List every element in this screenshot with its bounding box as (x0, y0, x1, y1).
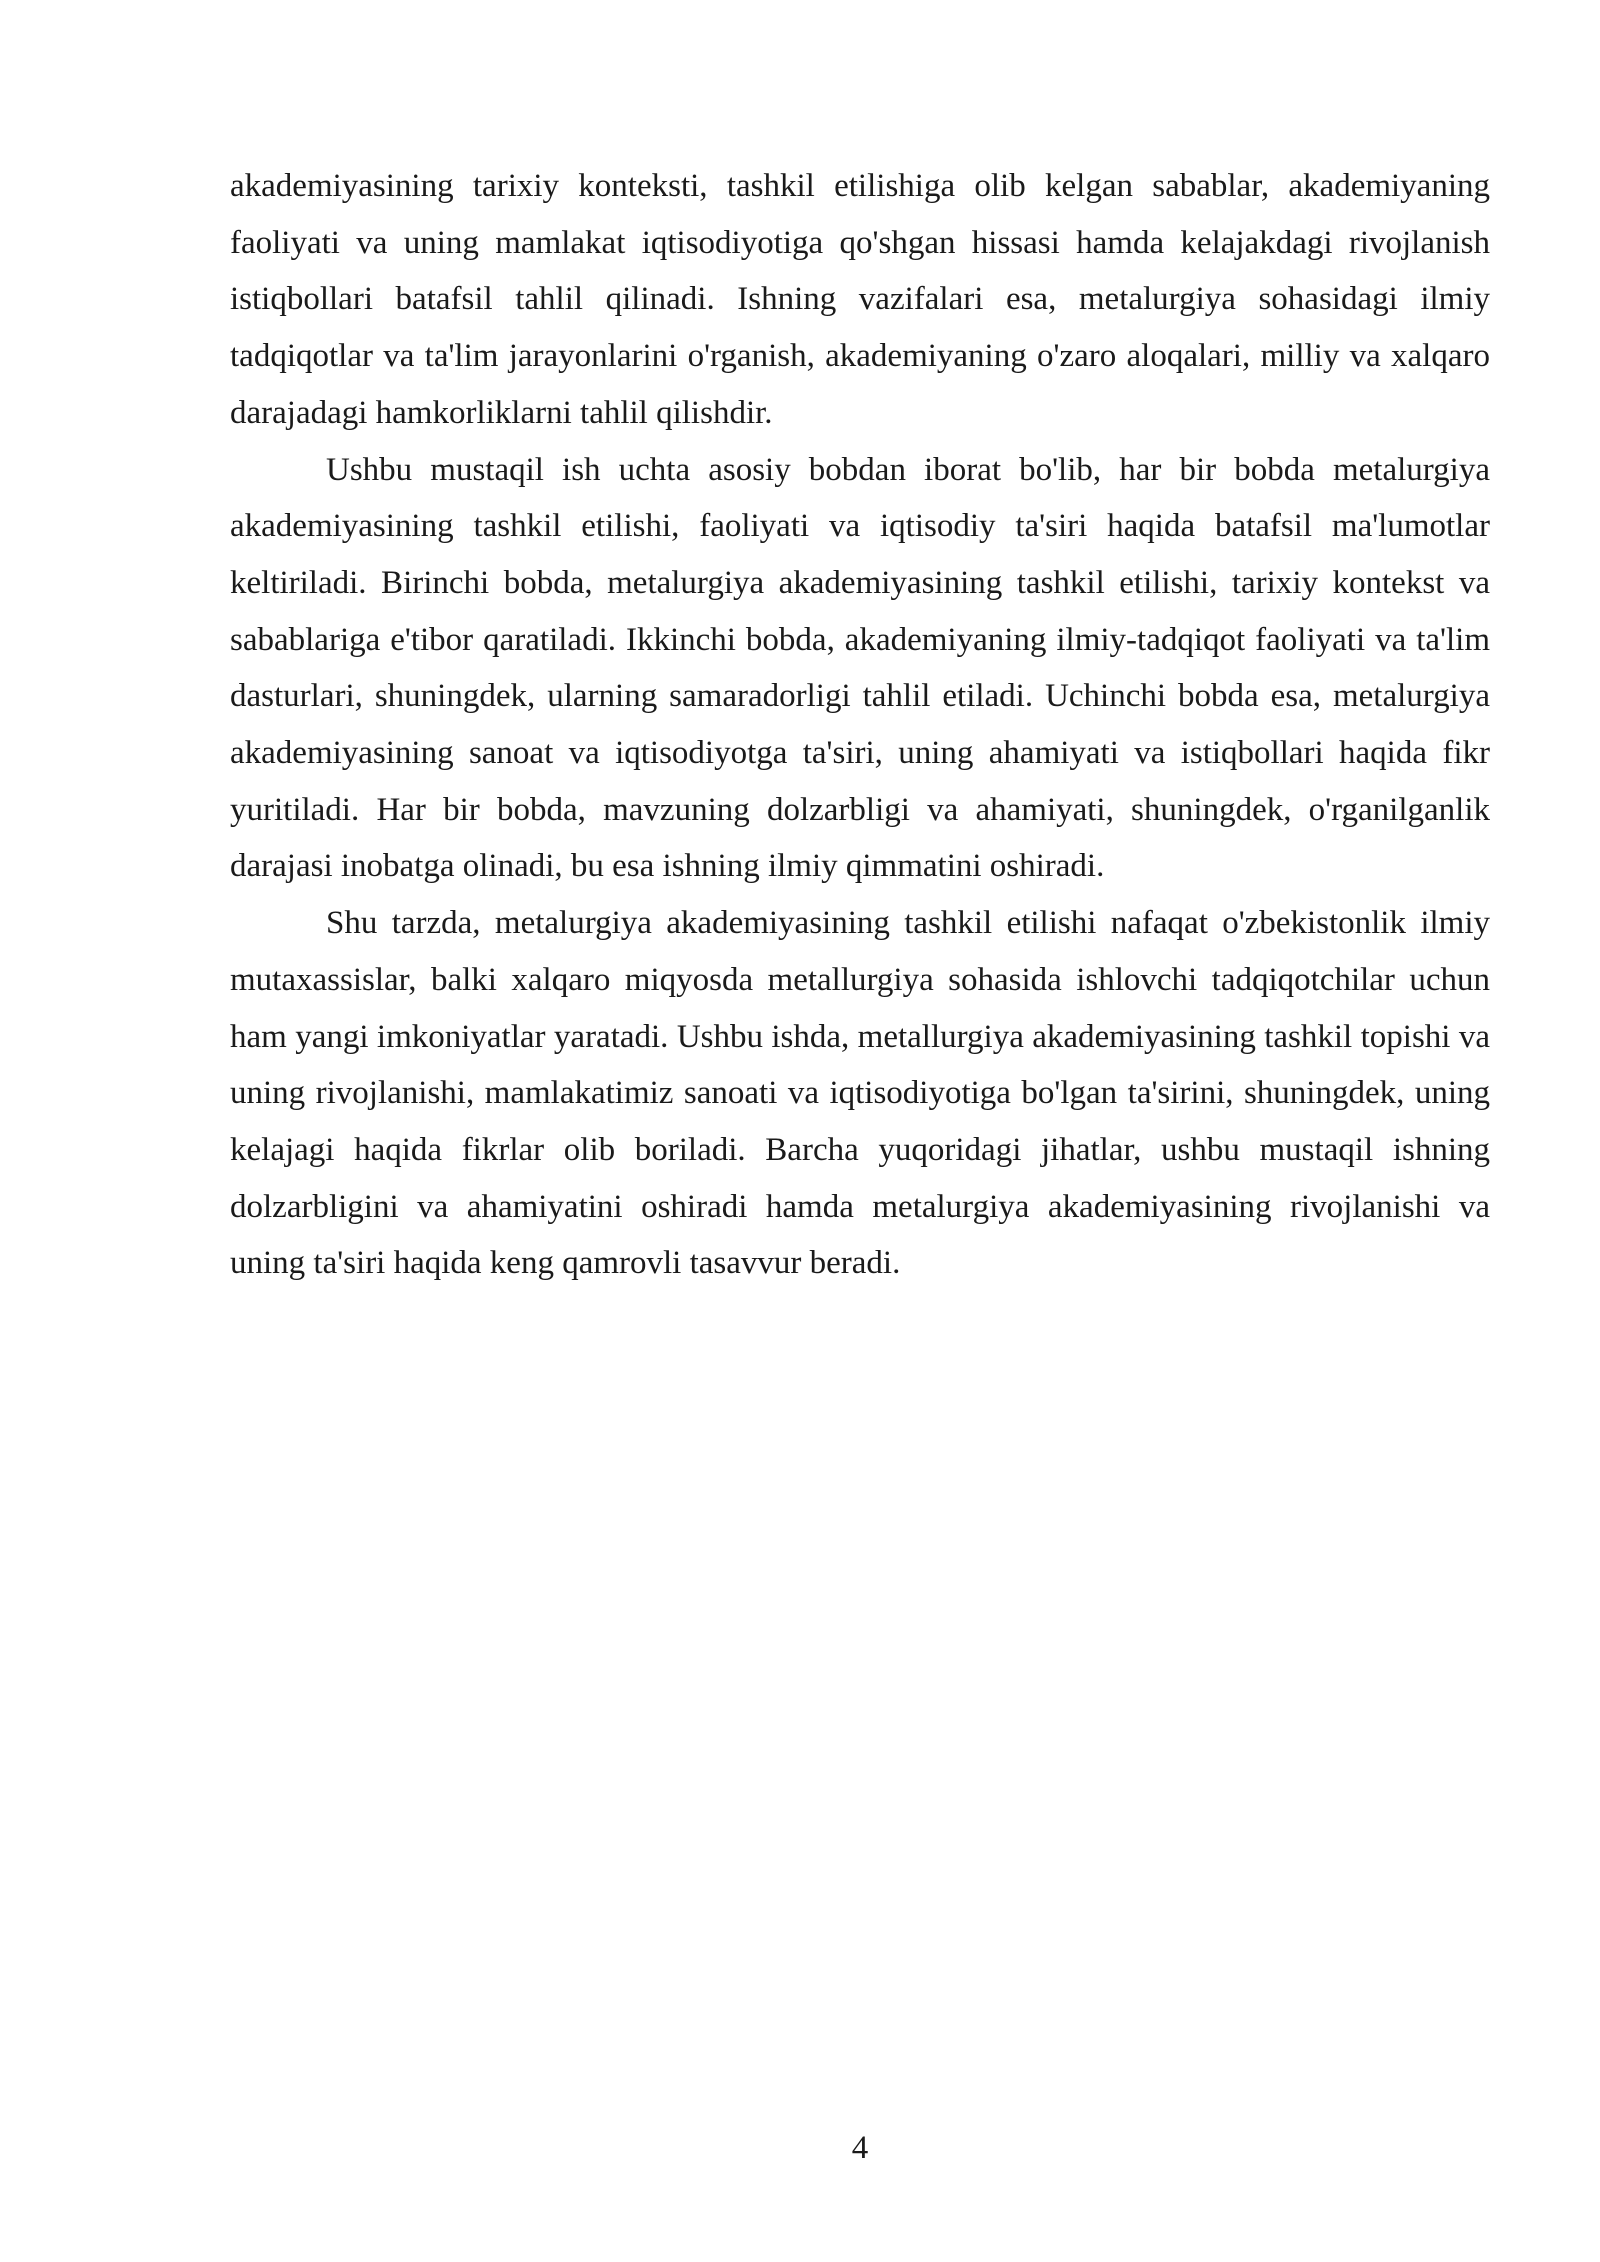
paragraph-conclusion: Shu tarzda, metalurgiya akademiyasining tashkil etilishi nafaqat o'zbekistonlik ilmiy mutaxassislar, balki xalqaro miqyosda metallurgiya sohasida ishlovchi tadqiqotchilar uchun ham yangi imkoniyatlar yaratadi. Ushbu ishda, metallurgiya akademiyasining tashkil topishi va uning rivojlanishi, mamlakatimiz sanoati va iqtisodiyotiga bo'lgan ta'sirini, shuningdek, uning kelajagi haqida fikrlar olib boriladi. Barcha yuqoridagi jihatlar, ushbu mustaqil ishning dolzarbligini va ahamiyatini oshiradi hamda metalurgiya akademiyasining rivojlanishi va uning ta'siri haqida keng qamrovli tasavvur beradi. (230, 905, 1490, 1282)
paragraph-chapters-overview: Ushbu mustaqil ish uchta asosiy bobdan iborat bo'lib, har bir bobda metalurgiya akademiyasining tashkil etilishi, faoliyati va iqtisodiy ta'siri haqida batafsil ma'lumotlar keltiriladi. Birinchi bobda, metalurgiya akademiyasining tashkil etilishi, tarixiy kontekst va sabablariga e'tibor qaratiladi. Ikkinchi bobda, akademiyaning ilmiy-tadqiqot faoliyati va ta'lim dasturlari, shuningdek, ularning samaradorligi tahlil etiladi. Uchinchi bobda esa, metalurgiya akademiyasining sanoat va iqtisodiyotga ta'siri, uning ahamiyati va istiqbollari haqida fikr yuritiladi. Har bir bobda, mavzuning dolzarbligi va ahamiyati, shuningdek, o'rganilganlik darajasi inobatga olinadi, bu esa ishning ilmiy qimmatini oshiradi. (230, 451, 1490, 885)
document-body (230, 158, 1490, 1292)
paragraph-continuation: akademiyasining tarixiy konteksti, tashkil etilishiga olib kelgan sabablar, akademiyaning faoliyati va uning mamlakat iqtisodiyotiga qo'shgan hissasi hamda kelajakdagi rivojlanish istiqbollari batafsil tahlil qilinadi. Ishning vazifalari esa, metalurgiya sohasidagi ilmiy tadqiqotlar va ta'lim jarayonlarini o'rganish, akademiyaning o'zaro aloqalari, milliy va xalqaro darajadagi hamkorliklarni tahlil qilishdir. (230, 168, 1490, 431)
page-number: 4 (851, 2130, 869, 2166)
